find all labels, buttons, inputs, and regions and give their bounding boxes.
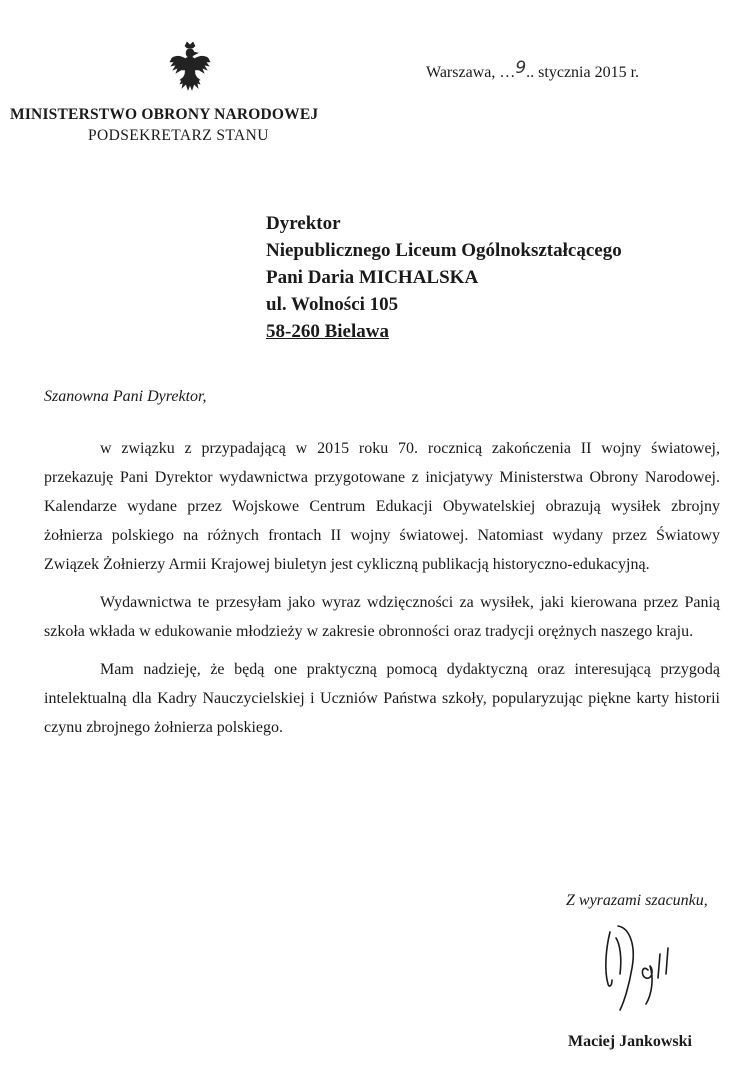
paragraph-3: Mam nadzieję, że będą one praktyczną pomocą dydaktyczną oraz interesującą przygodą intelektualną dla Kadry Nauczycielskiej i Uczniów Państwa szkoły, popularyzując piękne karty historii czynu zbrojnego żołnierza polskiego.	[44, 661, 720, 736]
date-prefix: Warszawa, …	[426, 64, 516, 81]
paragraph-1: w związku z przypadającą w 2015 roku 70. rocznicą zakończenia II wojny światowej, przekazuję Pani Dyrektor wydawnictwa przygotowane z inicjatywy Ministerstwa Obrony Narodowej. Kalendarze wydane przez Wojskowe Centrum Edukacji Obywatelskiej obrazują wysiłek zbrojny żołnierza polskiego na różnych frontach II wojny światowej. Natomiast wydany przez Światowy Związek Żołnierzy Armii Krajowej biuletyn jest cykliczną publikacją historyczno-edukacyjną.	[44, 440, 720, 573]
letter-body	[44, 434, 720, 751]
department-name: PODSEKRETARZ STANU	[88, 127, 269, 144]
salutation: Szanowna Pani Dyrektor,	[44, 388, 207, 405]
signer-name: Maciej Jankowski	[568, 1033, 692, 1050]
place-date-line	[426, 58, 640, 82]
recipient-address	[266, 210, 622, 345]
handwritten-signature-icon	[596, 918, 706, 1014]
date-suffix: .. stycznia 2015 r.	[526, 64, 640, 81]
recipient-line-institution: Niepublicznego Liceum Ogólnokształcącego	[266, 240, 622, 261]
recipient-line-name: Pani Daria MICHALSKA	[266, 267, 479, 288]
closing-phrase: Z wyrazami szacunku,	[566, 892, 708, 909]
polish-eagle-emblem-icon	[168, 40, 212, 98]
recipient-line-city: 58-260 Bielawa	[266, 321, 389, 342]
paragraph-2: Wydawnictwa te przesyłam jako wyraz wdzięczności za wysiłek, jaki kierowana przez Panią szkoła wkłada w edukowanie młodzieży w zakresie obronności oraz tradycji orężnych naszego kraju.	[44, 594, 720, 640]
handwritten-day: 9	[515, 58, 527, 78]
recipient-line-title: Dyrektor	[266, 213, 341, 234]
recipient-line-street: ul. Wolności 105	[266, 294, 399, 315]
ministry-name: MINISTERSTWO OBRONY NARODOWEJ	[10, 106, 319, 123]
